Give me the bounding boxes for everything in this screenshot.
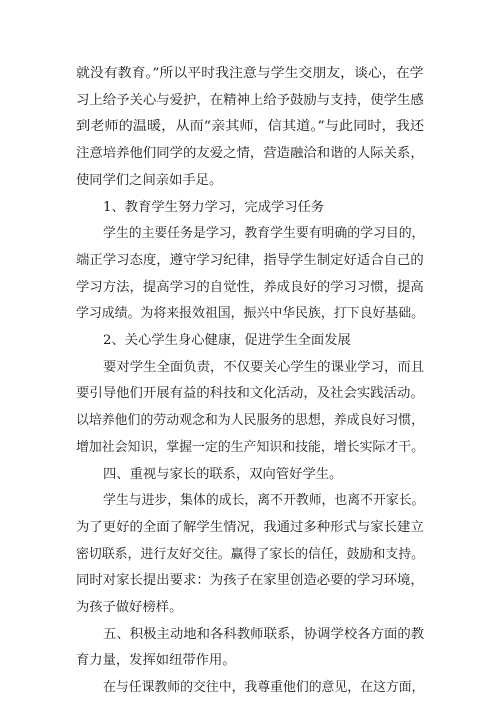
section-heading: 四、重视与家长的联系，双向管好学生。 <box>103 466 343 482</box>
section-heading: 1、教育学生努力学习，完成学习任务 <box>103 199 325 215</box>
text-line: 学习方法，提高学习的自觉性，养成良好的学习习惯，提高 <box>76 279 424 295</box>
text-line: 端正学习态度，遵守学习纪律，指导学生制定好适合自己的 <box>76 252 424 268</box>
text-line: 要对学生全面负责，不仅要关心学生的课业学习，而且 <box>103 359 425 375</box>
text-line: 学生与进步，集体的成长，离不开教师，也离不开家长。 <box>103 493 425 509</box>
text-line: 为孩子做好榜样。 <box>76 600 183 615</box>
text-line: 使同学们之间亲如手足。 <box>76 172 223 188</box>
text-line: 习上给予关心与爱护，在精神上给予鼓励与支持，使学生感 <box>76 92 424 108</box>
text-line: 注意培养他们同学的友爱之情，营造融洽和谐的人际关系， <box>76 146 424 162</box>
text-line: 育力量，发挥如纽带作用。 <box>76 653 236 669</box>
text-line: 为了更好的全面了解学生情况，我通过多种形式与家长建立 <box>76 519 424 535</box>
text-line: 要引导他们开展有益的科技和文化活动，及社会实践活动。 <box>76 386 424 402</box>
section-heading: 2、关心学生身心健康，促进学生全面发展 <box>103 333 351 348</box>
text-line: 就没有教育。”所以平时我注意与学生交朋友，谈心，在学 <box>76 66 424 81</box>
text-line: 增加社会知识，掌握一定的生产知识和技能，增长实际才干。 <box>76 439 425 455</box>
section-heading: 五、积极主动地和各科教师联系，协调学校各方面的教 <box>103 626 425 642</box>
text-line: 同时对家长提出要求：为孩子在家里创造必要的学习环境， <box>76 573 424 589</box>
text-line: 学生的主要任务是学习，教育学生要有明确的学习目的， <box>103 226 425 242</box>
text-line: 密切联系，进行友好交往。赢得了家长的信任，鼓励和支持。 <box>76 546 425 562</box>
text-line: 学习成绩。为将来报效祖国，振兴中华民族，打下良好基础。 <box>76 306 425 322</box>
text-line: 以培养他们的劳动观念和为人民服务的思想，养成良好习惯， <box>76 413 425 429</box>
text-line: 到老师的温暖，从而“亲其师，信其道。”与此同时，我还 <box>76 119 425 135</box>
text-line: 在与任课教师的交往中，我尊重他们的意见，在这方面， <box>103 680 425 696</box>
